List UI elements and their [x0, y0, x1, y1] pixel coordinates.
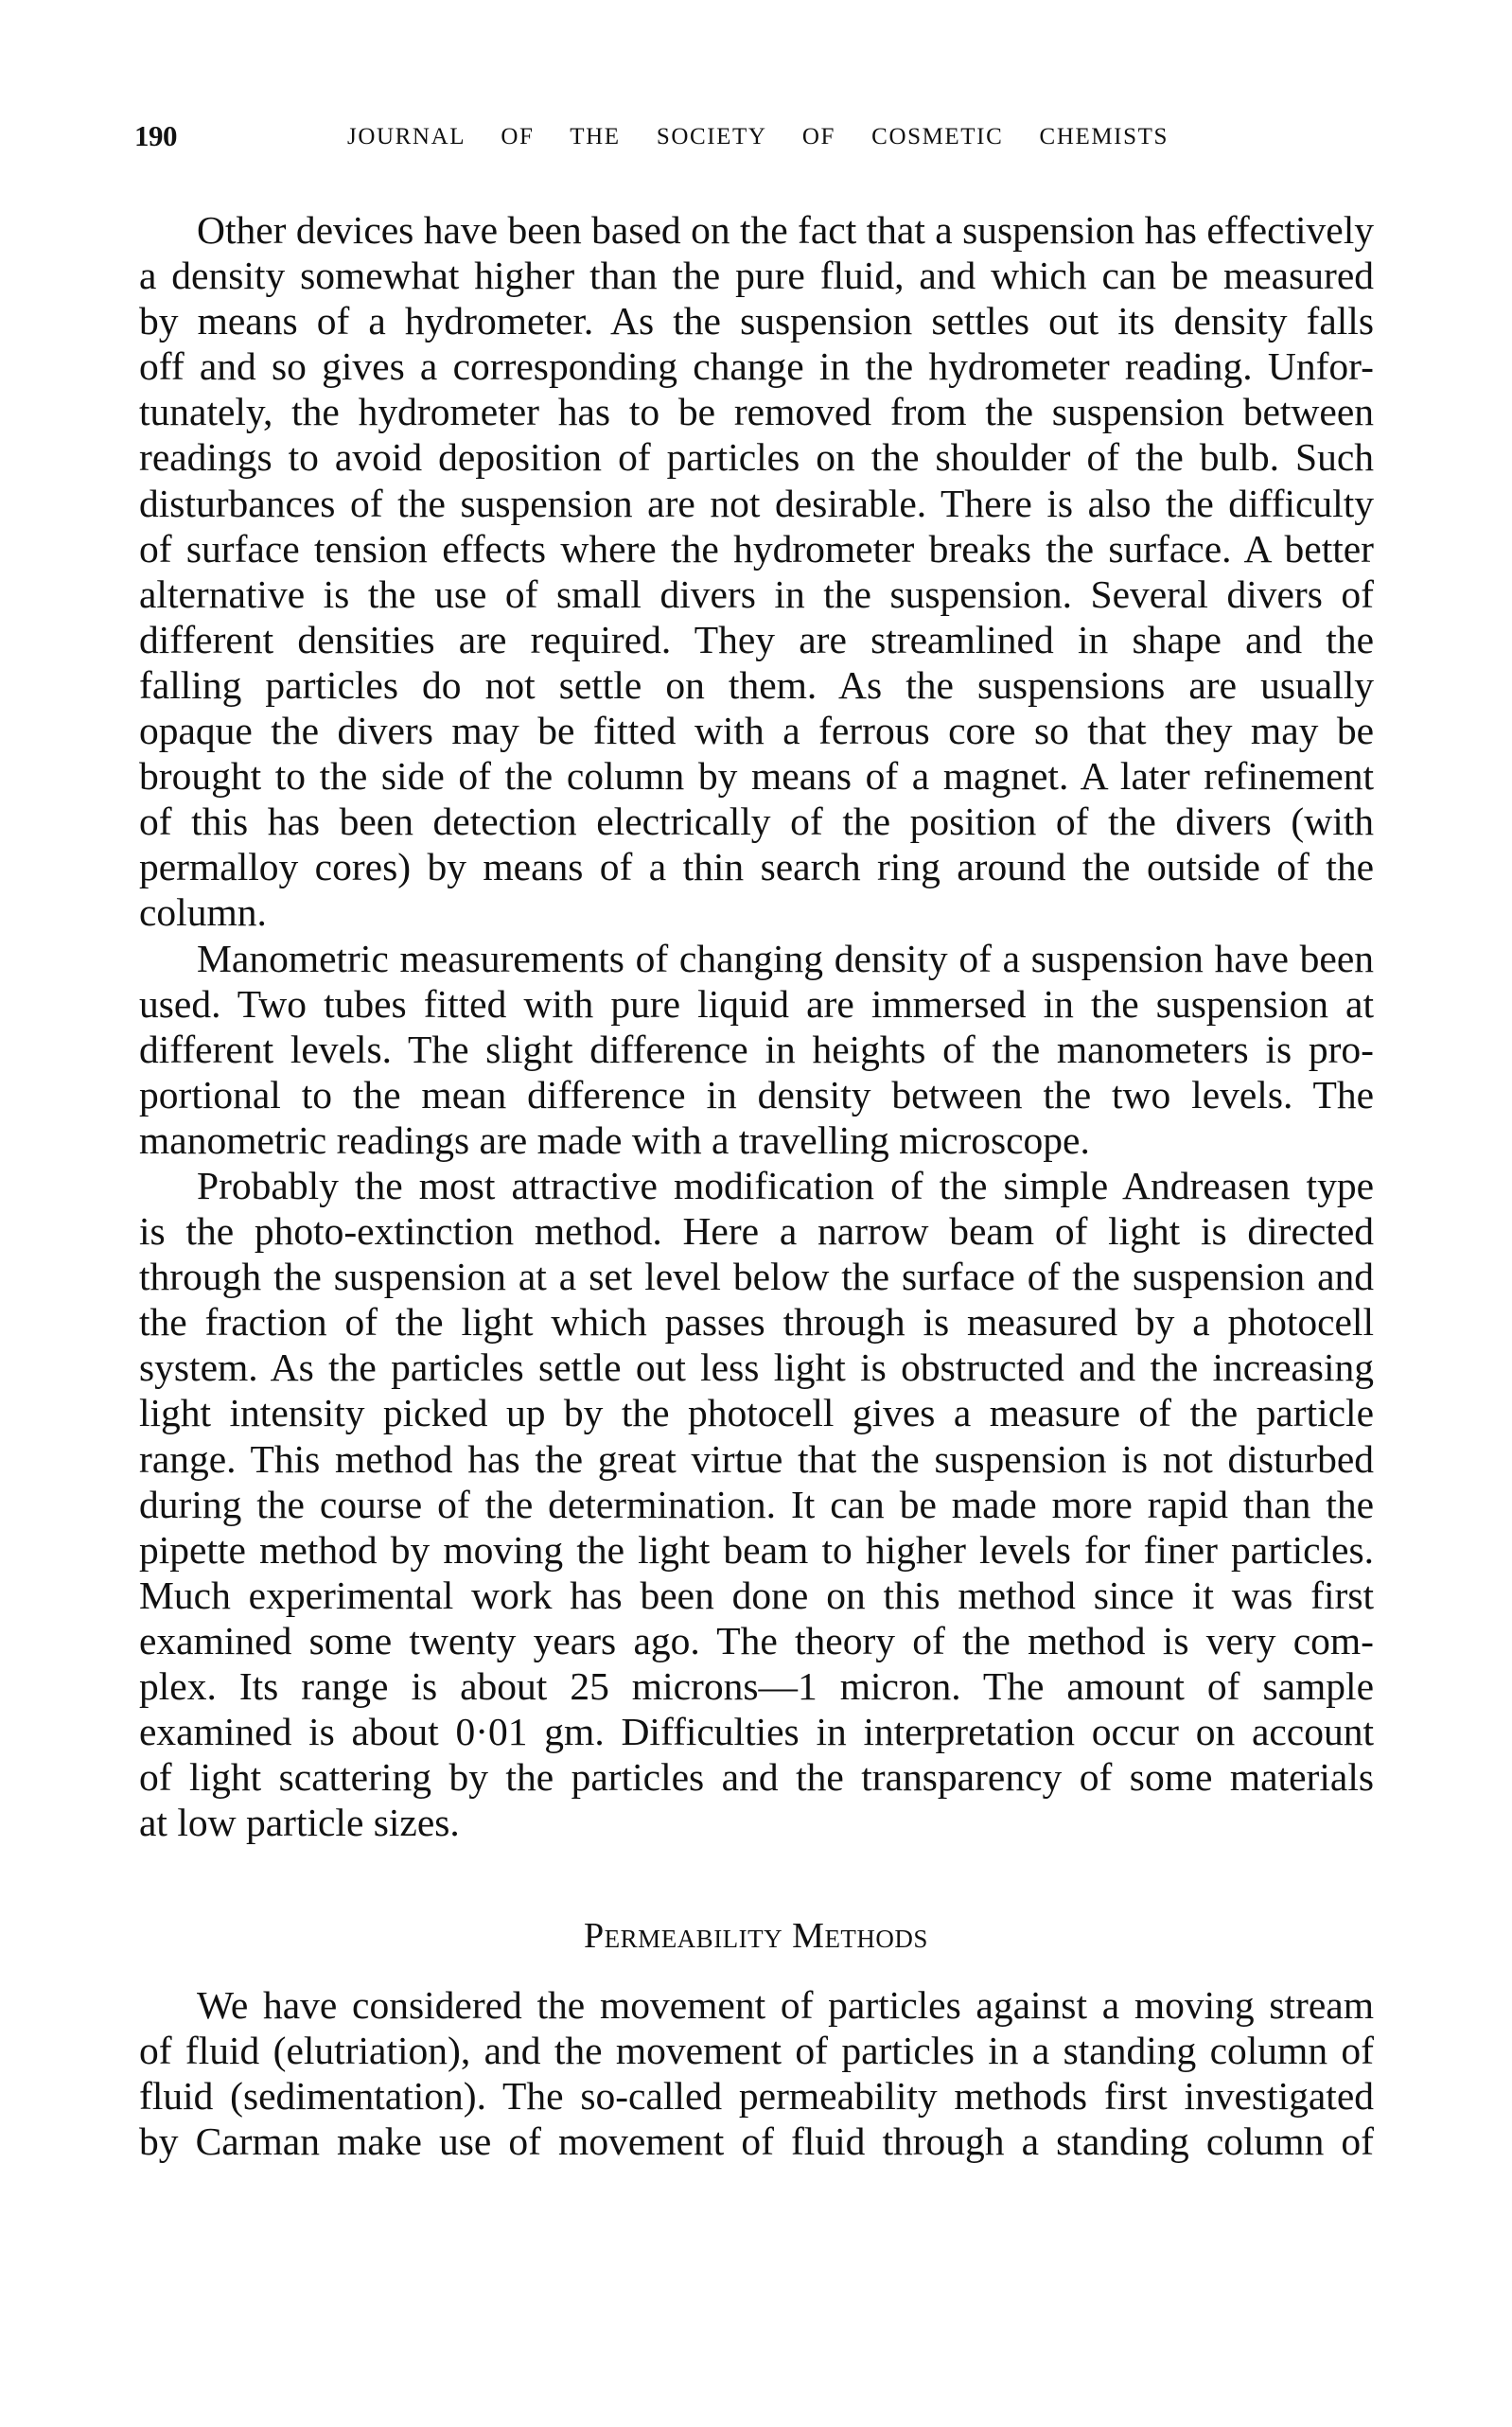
text-line: light intensity picked up by the photocell gives a measure of the particle	[139, 1391, 1374, 1435]
journal-running-head: JOURNAL OF THE SOCIETY OF COSMETIC CHEMISTS	[347, 124, 1169, 149]
text-line: tunately, the hydrometer has to be removed from the suspension between	[139, 390, 1374, 434]
section-heading	[0, 1915, 1512, 1957]
text-line: permalloy cores) by means of a thin search ring around the outside of the	[139, 845, 1374, 889]
text-line: fluid (sedimentation). The so-called permeability methods first investigated	[139, 2074, 1374, 2119]
text-line: portional to the mean difference in density between the two levels. The	[139, 1072, 1374, 1117]
text-line: readings to avoid deposition of particles on the shoulder of the bulb. Such	[139, 435, 1374, 480]
text-line: off and so gives a corresponding change in the hydrometer reading. Unfor-	[139, 344, 1374, 389]
text-line: column.	[139, 890, 267, 935]
page-number: 190	[134, 119, 177, 152]
text-line: Probably the most attractive modification of the simple Andreasen type	[197, 1163, 1374, 1207]
text-line: Manometric measurements of changing density of a suspension have been	[197, 936, 1374, 980]
text-line: during the course of the determination. It can be made more rapid than the	[139, 1482, 1374, 1526]
section-heading-text: Permeability Methods	[584, 1916, 928, 1956]
text-line: pipette method by moving the light beam to higher levels for finer particles.	[139, 1527, 1374, 1572]
text-line: plex. Its range is about 25 microns—1 micron. The amount of sample	[139, 1664, 1374, 1708]
text-line: different levels. The slight difference in heights of the manometers is pro-	[139, 1027, 1374, 1071]
text-line: by means of a hydrometer. As the suspension settles out its density falls	[139, 299, 1374, 343]
paragraph-hydrometer-divers	[139, 207, 1374, 1845]
text-line: manometric readings are made with a travelling microscope.	[139, 1117, 1090, 1162]
text-line: is the photo-extinction method. Here a narrow beam of light is directed	[139, 1209, 1374, 1254]
text-line: system. As the particles settle out less light is obstructed and the increasing	[139, 1345, 1374, 1390]
text-line: a density somewhat higher than the pure fluid, and which can be measured	[139, 254, 1374, 298]
text-line: alternative is the use of small divers in the suspension. Several divers of	[139, 572, 1374, 616]
text-line: opaque the divers may be fitted with a ferrous core so that they may be	[139, 709, 1374, 753]
text-line: We have considered the movement of particles against a moving stream	[197, 1983, 1374, 2027]
text-line: at low particle sizes.	[139, 1801, 460, 1845]
text-line: examined some twenty years ago. The theory of the method is very com-	[139, 1618, 1374, 1662]
text-line: different densities are required. They are streamlined in shape and the	[139, 617, 1374, 661]
text-line: used. Two tubes fitted with pure liquid are immersed in the suspension at	[139, 981, 1374, 1026]
text-line: brought to the side of the column by means of a magnet. A later refinement	[139, 754, 1374, 799]
text-line: of light scattering by the particles and the transparency of some materials	[139, 1755, 1374, 1800]
text-line: range. This method has the great virtue that the suspension is not disturbed	[139, 1436, 1374, 1481]
text-line: through the suspension at a set level below the surface of the suspension and	[139, 1255, 1374, 1299]
text-line: of surface tension effects where the hydrometer breaks the surface. A better	[139, 526, 1374, 571]
text-line: Other devices have been based on the fact that a suspension has effectively	[197, 208, 1374, 252]
text-line: Much experimental work has been done on this method since it was first	[139, 1573, 1374, 1617]
text-line: the fraction of the light which passes through is measured by a photocell	[139, 1300, 1374, 1345]
text-line: examined is about 0·01 gm. Difficulties in interpretation occur on account	[139, 1710, 1374, 1754]
paragraph-permeability-intro	[139, 1982, 1374, 2164]
text-line: by Carman make use of movement of fluid through a standing column of	[139, 2119, 1374, 2164]
text-line: of fluid (elutriation), and the movement of particles in a standing column of	[139, 2029, 1374, 2073]
text-line: disturbances of the suspension are not desirable. There is also the difficulty	[139, 481, 1374, 525]
text-line: falling particles do not settle on them. As the suspensions are usually	[139, 662, 1374, 707]
text-line: of this has been detection electrically of the position of the divers (with	[139, 800, 1374, 844]
